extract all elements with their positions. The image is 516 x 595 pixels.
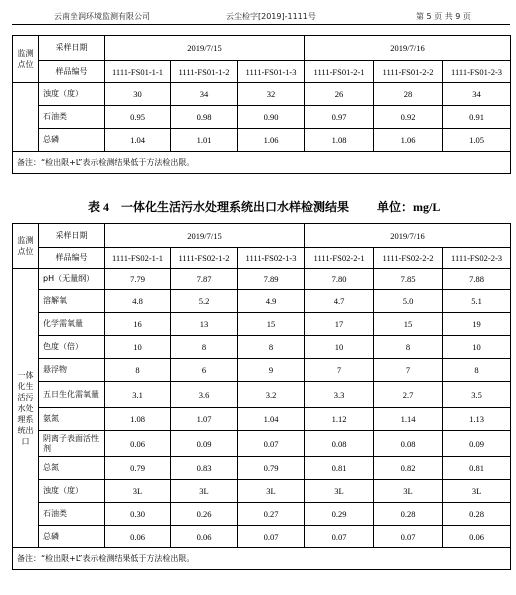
result-value: 0.79 (105, 457, 171, 480)
sample-id: 1111-FS02-1-1 (105, 248, 171, 269)
result-value: 5.1 (443, 290, 511, 313)
result-value: 0.83 (171, 457, 238, 480)
parameter-name: 悬浮物 (39, 359, 105, 382)
result-value: 4.7 (305, 290, 374, 313)
parameter-name: 溶解氧 (39, 290, 105, 313)
result-value: 0.06 (443, 526, 511, 548)
table-row (13, 129, 511, 152)
result-value: 4.9 (238, 290, 305, 313)
result-value: 1.01 (171, 129, 238, 152)
table-row (13, 336, 511, 359)
monitor-point-header: 监测点位 (13, 224, 39, 269)
result-value: 1.14 (374, 408, 443, 431)
result-value: 1.13 (443, 408, 511, 431)
parameter-name: 氨氮 (39, 408, 105, 431)
table-row (13, 480, 511, 503)
result-value: 1.04 (238, 408, 305, 431)
table-row (13, 269, 511, 290)
result-value: 9 (238, 359, 305, 382)
result-value: 0.07 (238, 431, 305, 457)
table-row (13, 526, 511, 548)
result-value: 5.0 (374, 290, 443, 313)
monitor-point-header: 监测点位 (13, 36, 39, 83)
result-value: 7.79 (105, 269, 171, 290)
page-number: 第 5 页 共 9 页 (416, 12, 471, 21)
sample-id: 1111-FS02-2-3 (443, 248, 511, 269)
sample-id: 1111-FS01-1-1 (105, 61, 171, 83)
table-row (13, 457, 511, 480)
result-value: 34 (443, 83, 511, 106)
result-value: 1.07 (171, 408, 238, 431)
result-value: 0.08 (305, 431, 374, 457)
result-value: 17 (305, 313, 374, 336)
parameter-name: 浊度（度） (39, 83, 105, 106)
result-value: 1.08 (305, 129, 374, 152)
result-value: 0.07 (238, 526, 305, 548)
parameter-name: pH（无量纲） (39, 269, 105, 290)
table-row (13, 382, 511, 408)
result-value: 0.92 (374, 106, 443, 129)
result-value: 8 (443, 359, 511, 382)
result-value: 1.08 (105, 408, 171, 431)
table-row (13, 503, 511, 526)
result-value: 15 (374, 313, 443, 336)
result-value: 19 (443, 313, 511, 336)
parameter-name: 阴离子表面活性剂 (39, 431, 105, 457)
date-header: 2019/7/16 (305, 224, 511, 248)
result-value: 0.09 (171, 431, 238, 457)
result-value: 8 (238, 336, 305, 359)
result-value: 1.04 (105, 129, 171, 152)
table-row (13, 359, 511, 382)
header-row (13, 36, 511, 61)
result-value: 10 (305, 336, 374, 359)
result-value: 7.88 (443, 269, 511, 290)
sample-no-label: 样品编号 (39, 248, 105, 269)
table-row (13, 408, 511, 431)
result-value: 3L (171, 480, 238, 503)
company-name: 云南坐润环境监测有限公司 (54, 12, 150, 21)
note-row (13, 548, 511, 570)
table-row (13, 313, 511, 336)
date-header: 2019/7/16 (305, 36, 511, 61)
report-number: 云尘检字[2019]-1111号 (226, 12, 316, 21)
result-value: 1.12 (305, 408, 374, 431)
result-value: 4.8 (105, 290, 171, 313)
result-value: 16 (105, 313, 171, 336)
result-value: 0.06 (105, 526, 171, 548)
result-value: 7.87 (171, 269, 238, 290)
result-value: 7.80 (305, 269, 374, 290)
note-row (13, 152, 511, 174)
result-value: 0.28 (374, 503, 443, 526)
result-value: 3.1 (105, 382, 171, 408)
result-value: 8 (105, 359, 171, 382)
sample-id: 1111-FS01-2-1 (305, 61, 374, 83)
results-table-4 (12, 223, 511, 570)
result-value: 0.08 (374, 431, 443, 457)
result-value: 0.95 (105, 106, 171, 129)
result-value: 7 (305, 359, 374, 382)
result-value: 3.5 (443, 382, 511, 408)
result-value: 10 (105, 336, 171, 359)
parameter-name: 石油类 (39, 503, 105, 526)
result-value: 0.07 (305, 526, 374, 548)
result-value: 8 (171, 336, 238, 359)
result-value: 0.30 (105, 503, 171, 526)
result-value: 0.29 (305, 503, 374, 526)
table-4-title: 表 4 一体化生活污水处理系统出口水样检测结果 (88, 200, 350, 214)
result-value: 2.7 (374, 382, 443, 408)
result-value: 0.07 (374, 526, 443, 548)
result-value: 13 (171, 313, 238, 336)
results-table-1 (12, 35, 511, 174)
parameter-name: 浊度（度） (39, 480, 105, 503)
date-header: 2019/7/15 (105, 36, 305, 61)
result-value: 0.98 (171, 106, 238, 129)
result-value: 0.06 (171, 526, 238, 548)
result-value: 3L (238, 480, 305, 503)
result-value: 3L (443, 480, 511, 503)
result-value: 15 (238, 313, 305, 336)
result-value: 0.81 (305, 457, 374, 480)
result-value: 7.89 (238, 269, 305, 290)
result-value: 3.2 (238, 382, 305, 408)
result-value: 0.27 (238, 503, 305, 526)
result-value: 34 (171, 83, 238, 106)
result-value: 0.81 (443, 457, 511, 480)
sample-id: 1111-FS01-1-3 (238, 61, 305, 83)
table-note: 备注：“检出限+L”表示检测结果低于方法检出限。 (13, 152, 511, 174)
sample-id: 1111-FS02-1-2 (171, 248, 238, 269)
sample-id-row (13, 248, 511, 269)
sample-date-label: 采样日期 (39, 36, 105, 61)
result-value: 5.2 (171, 290, 238, 313)
result-value: 6 (171, 359, 238, 382)
result-value: 1.06 (238, 129, 305, 152)
parameter-name: 色度（倍） (39, 336, 105, 359)
result-value: 7 (374, 359, 443, 382)
sample-id: 1111-FS01-1-2 (171, 61, 238, 83)
result-value: 3L (374, 480, 443, 503)
result-value: 3L (305, 480, 374, 503)
sample-id: 1111-FS02-2-2 (374, 248, 443, 269)
sampling-point (13, 83, 39, 152)
result-value: 0.28 (443, 503, 511, 526)
result-value: 8 (374, 336, 443, 359)
result-value: 0.97 (305, 106, 374, 129)
table-note: 备注：“检出限+L”表示检测结果低于方法检出限。 (13, 548, 511, 570)
sampling-point: 一体化生活污水处理系统出口 (13, 269, 39, 548)
table-row (13, 431, 511, 457)
sample-no-label: 样品编号 (39, 61, 105, 83)
table-row (13, 83, 511, 106)
table-4-title-bar (0, 198, 516, 214)
sample-id: 1111-FS02-2-1 (305, 248, 374, 269)
result-value: 0.79 (238, 457, 305, 480)
result-value: 0.91 (443, 106, 511, 129)
page-header (12, 10, 510, 25)
sample-id: 1111-FS02-1-3 (238, 248, 305, 269)
result-value: 0.06 (105, 431, 171, 457)
result-value: 30 (105, 83, 171, 106)
table-4-unit: 单位：mg/L (377, 200, 441, 214)
sample-date-label: 采样日期 (39, 224, 105, 248)
header-row (13, 224, 511, 248)
sample-id: 1111-FS01-2-2 (374, 61, 443, 83)
result-value: 32 (238, 83, 305, 106)
sample-id-row (13, 61, 511, 83)
table-row (13, 106, 511, 129)
result-value: 0.26 (171, 503, 238, 526)
result-value: 28 (374, 83, 443, 106)
result-value: 3.3 (305, 382, 374, 408)
result-value: 0.09 (443, 431, 511, 457)
table-row (13, 290, 511, 313)
result-value: 0.82 (374, 457, 443, 480)
parameter-name: 五日生化需氧量 (39, 382, 105, 408)
date-header: 2019/7/15 (105, 224, 305, 248)
result-value: 0.90 (238, 106, 305, 129)
parameter-name: 总磷 (39, 526, 105, 548)
sample-id: 1111-FS01-2-3 (443, 61, 511, 83)
parameter-name: 总氮 (39, 457, 105, 480)
parameter-name: 化学需氧量 (39, 313, 105, 336)
parameter-name: 总磷 (39, 129, 105, 152)
result-value: 1.05 (443, 129, 511, 152)
result-value: 3L (105, 480, 171, 503)
result-value: 10 (443, 336, 511, 359)
parameter-name: 石油类 (39, 106, 105, 129)
result-value: 26 (305, 83, 374, 106)
result-value: 3.6 (171, 382, 238, 408)
result-value: 7.85 (374, 269, 443, 290)
result-value: 1.06 (374, 129, 443, 152)
